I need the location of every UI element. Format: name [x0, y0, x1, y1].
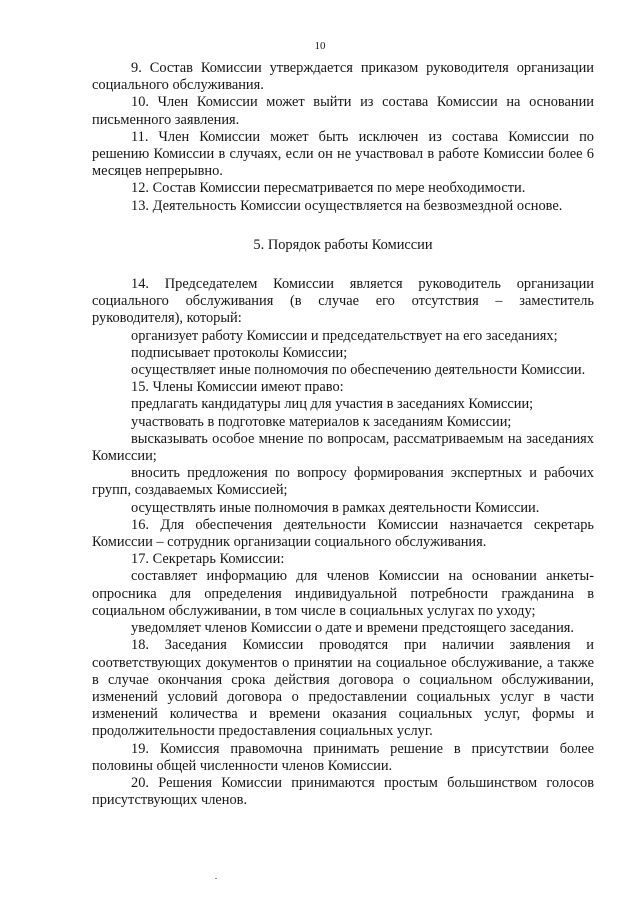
page-number: 10	[314, 40, 326, 52]
paragraph-14: 14. Председателем Комиссии является руководитель организации социального обслуживания (в случае его отсутствия – заместитель руководителя), который:	[92, 276, 594, 327]
paragraph-20: 20. Решения Комиссии принимаются простым большинством голосов присутствующих членов.	[92, 774, 594, 809]
paragraph-16: 16. Для обеспечения деятельности Комиссии назначается секретарь Комиссии – сотрудник организации социального обслуживания.	[92, 516, 594, 551]
paragraph-15: 15. Члены Комиссии имеют право:	[131, 379, 344, 396]
list-item: предлагать кандидатуры лиц для участия в заседаниях Комиссии;	[131, 396, 534, 413]
paragraph-10: 10. Член Комиссии может выйти из состава Комиссии на основании письменного заявления.	[92, 94, 594, 128]
list-item: организует работу Комиссии и председательствует на его заседаниях;	[131, 327, 558, 344]
list-item: вносить предложения по вопросу формирования экспертных и рабочих групп, создаваемых Комиссией;	[92, 465, 594, 499]
list-item: осуществлять иные полномочия в рамках деятельности Комиссии.	[131, 499, 540, 516]
section-heading: 5. Порядок работы Комиссии	[253, 236, 433, 253]
scan-speck	[215, 878, 217, 879]
list-item: высказывать особое мнение по вопросам, рассматриваемым на заседаниях Комиссии;	[92, 430, 594, 465]
paragraph-11: 11. Член Комиссии может быть исключен из состава Комиссии по решению Комиссии в случаях, если он не участвовал в работе Комиссии более 6 месяцев непрерывно.	[92, 128, 594, 180]
list-item: участвовать в подготовке материалов к заседаниям Комиссии;	[131, 413, 512, 430]
paragraph-9: 9. Состав Комиссии утверждается приказом руководителя организации социального обслуживания.	[92, 60, 594, 94]
paragraph-18: 18. Заседания Комиссии проводятся при наличии заявления и соответствующих документов о принятии на социальное обслуживание, а также в случае окончания срока действия договора о социальном обслуживании, изменений условий договора о предоставлении социальных услуг в части изменений количества и времени оказания социальных услуг, формы и продолжительности предоставления социальных услуг.	[92, 637, 594, 740]
paragraph-13: 13. Деятельность Комиссии осуществляется на безвозмездной основе.	[131, 197, 563, 214]
list-item: составляет информацию для членов Комиссии на основании анкеты-опросника для определения индивидуальной потребности гражданина в социальном обслуживании, в том числе в социальных услугах по уходу;	[92, 568, 594, 619]
list-item: подписывает протоколы Комиссии;	[131, 344, 348, 361]
paragraph-19: 19. Комиссия правомочна принимать решение в присутствии более половины общей численности членов Комиссии.	[92, 740, 594, 774]
list-item: уведомляет членов Комиссии о дате и времени предстоящего заседания.	[131, 620, 574, 637]
document-body	[92, 60, 594, 809]
paragraph-12: 12. Состав Комиссии пересматривается по мере необходимости.	[131, 180, 526, 197]
paragraph-17: 17. Секретарь Комиссии:	[131, 551, 285, 568]
list-item: осуществляет иные полномочия по обеспечению деятельности Комиссии.	[131, 362, 586, 379]
